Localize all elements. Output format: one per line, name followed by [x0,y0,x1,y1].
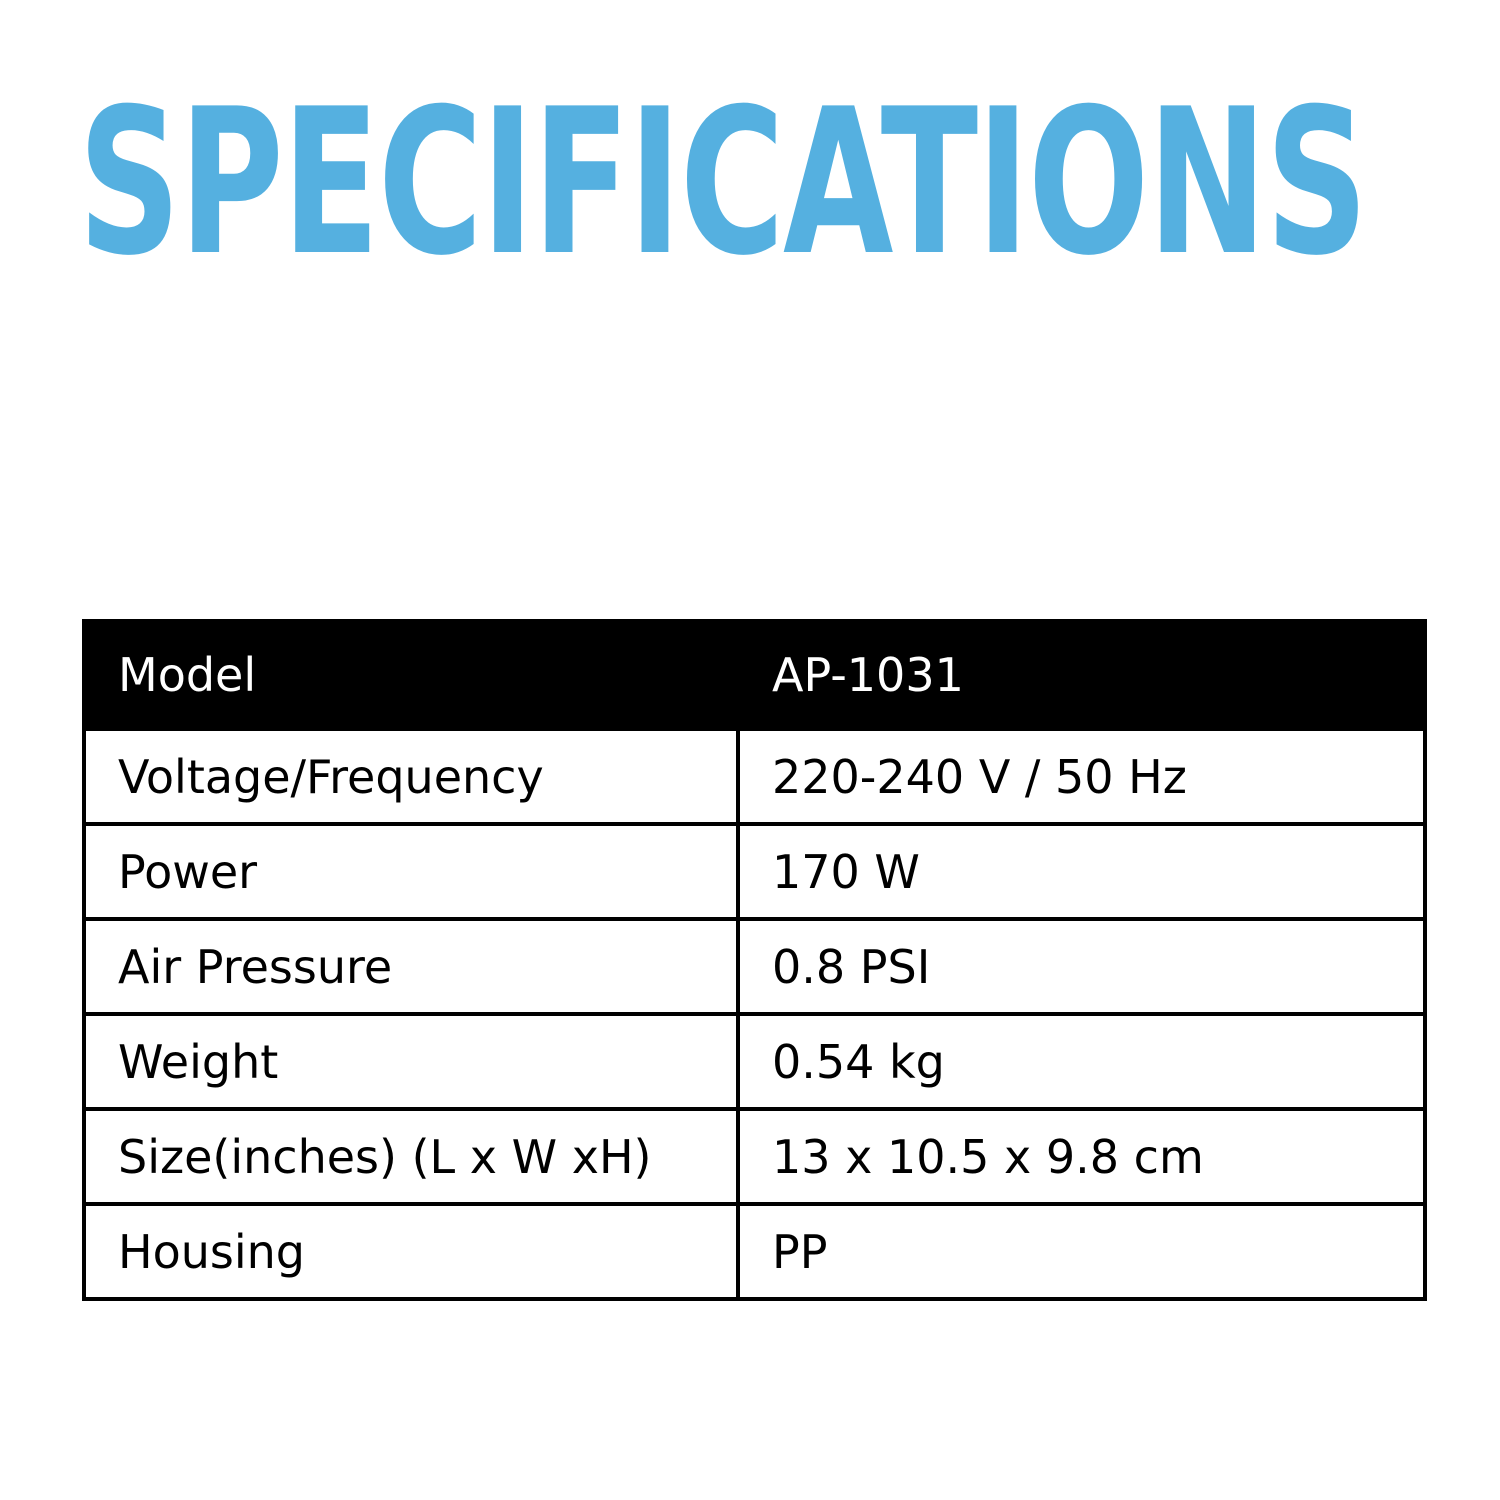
spec-label: Size(inches) (L x W xH) [84,1109,738,1204]
spec-label: Voltage/Frequency [84,729,738,824]
spec-label: Weight [84,1014,738,1109]
table-row [84,919,1425,1014]
table-row [84,1204,1425,1299]
spec-label: Power [84,824,738,919]
spec-value: 170 W [738,824,1425,919]
spec-label: Air Pressure [84,919,738,1014]
spec-label: Housing [84,1204,738,1299]
spec-value: 0.8 PSI [738,919,1425,1014]
spec-value: 13 x 10.5 x 9.8 cm [738,1109,1425,1204]
table-header-row [84,621,1425,729]
header-label-model: Model [84,621,738,729]
specifications-table [82,619,1427,1301]
page-title: SPECIFICATIONS [78,64,1367,300]
spec-value: 220-240 V / 50 Hz [738,729,1425,824]
table-row [84,1014,1425,1109]
spec-value: PP [738,1204,1425,1299]
spec-value: 0.54 kg [738,1014,1425,1109]
table-row [84,824,1425,919]
table-row [84,1109,1425,1204]
header-value-model: AP-1031 [738,621,1425,729]
table-row [84,729,1425,824]
